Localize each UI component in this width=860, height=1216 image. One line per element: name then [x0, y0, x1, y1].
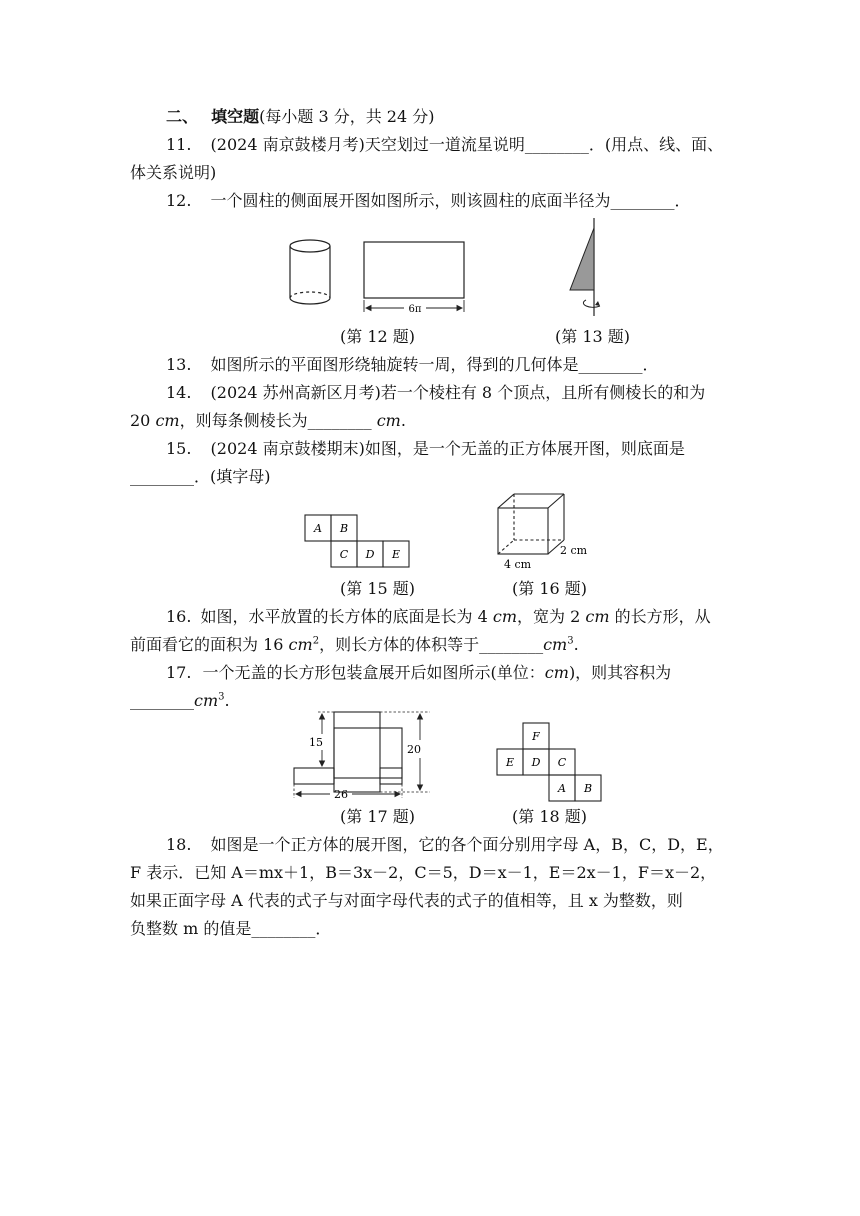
face-label: C: [557, 756, 567, 769]
caption-figure-15: (第 15 题): [340, 579, 416, 598]
question-15-line-1: [166, 438, 685, 460]
question-14-line-2: [130, 410, 406, 432]
unit-text: cm: [492, 607, 518, 626]
cylinder-drawing: [290, 240, 330, 304]
face-label: A: [314, 522, 322, 535]
question-text: ，则每条侧棱长为________: [179, 411, 377, 430]
question-text: .: [400, 411, 406, 430]
caption-figure-16: (第 16 题): [512, 579, 588, 598]
question-text: ，则长方体的体积等于________: [319, 635, 544, 654]
dimension-label-15: 15: [309, 736, 323, 749]
question-text: ________．(填字母): [130, 467, 271, 486]
face-label: F: [532, 730, 540, 743]
unit-text: cm: [155, 411, 180, 430]
caption-figure-18: (第 18 题): [512, 807, 588, 826]
dimension-label-26: 26: [334, 788, 348, 801]
question-text: 如图所示的平面图形绕轴旋转一周，得到的几何体是________．: [210, 355, 659, 374]
unit-text: cm: [288, 635, 313, 654]
question-text: 天空划过一道流星说明________．(用点、线、面、: [364, 135, 724, 154]
unit-text: cm: [376, 411, 401, 430]
unit-text: cm: [194, 691, 219, 710]
arrow-head-icon: [595, 301, 600, 306]
unit-text: cm: [585, 607, 610, 626]
cuboid-drawing: [498, 494, 564, 554]
lateral-surface-rectangle: [364, 242, 464, 298]
question-18-line-4: [130, 918, 331, 940]
figure-13: [560, 216, 610, 322]
question-text: )，则其容积为: [568, 663, 672, 682]
question-text: 若一个棱柱有 8 个顶点，且所有侧棱长的和为: [380, 383, 706, 402]
question-number: 15.: [166, 439, 192, 458]
section-header: [166, 106, 435, 128]
face-label: D: [531, 756, 541, 769]
superscript: 3: [567, 635, 574, 647]
width-label: 2 cm: [560, 544, 588, 557]
caption-figure-12: (第 12 题): [340, 327, 416, 346]
unit-text: cm: [544, 663, 569, 682]
question-source: (2024 南京鼓楼期末): [210, 439, 365, 458]
section-note: (每小题 3 分，共 24 分): [259, 107, 435, 126]
question-18-line-1: [166, 834, 724, 856]
face-label: E: [505, 756, 515, 769]
question-18-line-3: [130, 890, 683, 912]
figure-12: [280, 232, 480, 322]
section-number: 二、: [166, 107, 199, 126]
caption-figure-17: (第 17 题): [340, 807, 416, 826]
question-number: 11.: [166, 135, 192, 154]
dimension-label: 6π: [408, 304, 422, 315]
question-text: 负整数 m 的值是________．: [130, 919, 332, 938]
face-label: B: [583, 782, 593, 795]
question-number: 17.: [166, 663, 192, 682]
question-12-line-1: [166, 190, 691, 212]
question-text: 如图，水平放置的长方体的底面是长为 4: [200, 607, 493, 626]
figure-18: [496, 722, 602, 804]
question-text: .: [573, 635, 579, 654]
face-label: D: [365, 548, 375, 561]
question-text: 如图是一个正方体的展开图，它的各个面分别用字母 A，B，C，D，E，: [210, 835, 724, 854]
box-net-drawing: [294, 712, 402, 792]
question-number: 16.: [166, 607, 192, 626]
superscript: 2: [312, 635, 320, 647]
question-13-line-1: [166, 354, 659, 376]
question-text: F 表示．已知 A＝mx＋1，B＝3x－2，C＝5，D＝x－1，E＝2x－1，F＝x－2，: [130, 863, 717, 882]
question-source: (2024 南京鼓楼月考): [210, 135, 365, 154]
question-text: 如果正面字母 A 代表的式子与对面字母代表的式子的值相等，且 x 为整数，则: [130, 891, 683, 910]
section-title: 填空题: [211, 107, 260, 126]
question-text: 20: [130, 411, 156, 430]
question-text: 如图，是一个无盖的正方体展开图，则底面是: [364, 439, 685, 458]
dimension-label-20: 20: [407, 743, 421, 756]
question-number: 14.: [166, 383, 192, 402]
question-text: ________: [130, 691, 194, 710]
superscript: 3: [218, 691, 225, 703]
question-number: 18.: [166, 835, 192, 854]
question-17-line-1: [166, 662, 671, 684]
figure-15: [304, 514, 416, 572]
question-number: 12.: [166, 191, 192, 210]
question-18-line-2: [130, 862, 716, 884]
question-11-line-2: [130, 162, 216, 184]
question-text: ，宽为 2: [517, 607, 586, 626]
face-label: C: [339, 548, 349, 561]
question-16-line-1: [166, 606, 711, 628]
question-text: .: [224, 691, 230, 710]
triangle-shape: [570, 228, 594, 290]
question-text: 一个圆柱的侧面展开图如图所示，则该圆柱的底面半径为________．: [210, 191, 691, 210]
question-16-line-2: [130, 634, 579, 656]
caption-figure-13: (第 13 题): [555, 327, 631, 346]
figure-17: [290, 708, 440, 804]
face-label: B: [339, 522, 349, 535]
face-label: A: [558, 782, 566, 795]
question-number: 13.: [166, 355, 192, 374]
face-label: E: [391, 548, 401, 561]
question-11-line-1: [166, 134, 723, 156]
question-text: 体关系说明): [130, 163, 217, 182]
unit-text: cm: [543, 635, 568, 654]
question-text: 前面看它的面积为 16: [130, 635, 289, 654]
question-17-line-2: [130, 690, 230, 712]
length-label: 4 cm: [504, 558, 532, 571]
question-text: 一个无盖的长方形包装盒展开后如图所示(单位：: [202, 663, 545, 682]
figure-16: [494, 490, 594, 576]
question-text: 的长方形，从: [609, 607, 711, 626]
question-source: (2024 苏州高新区月考): [210, 383, 381, 402]
question-14-line-1: [166, 382, 705, 404]
question-15-line-2: [130, 466, 271, 488]
